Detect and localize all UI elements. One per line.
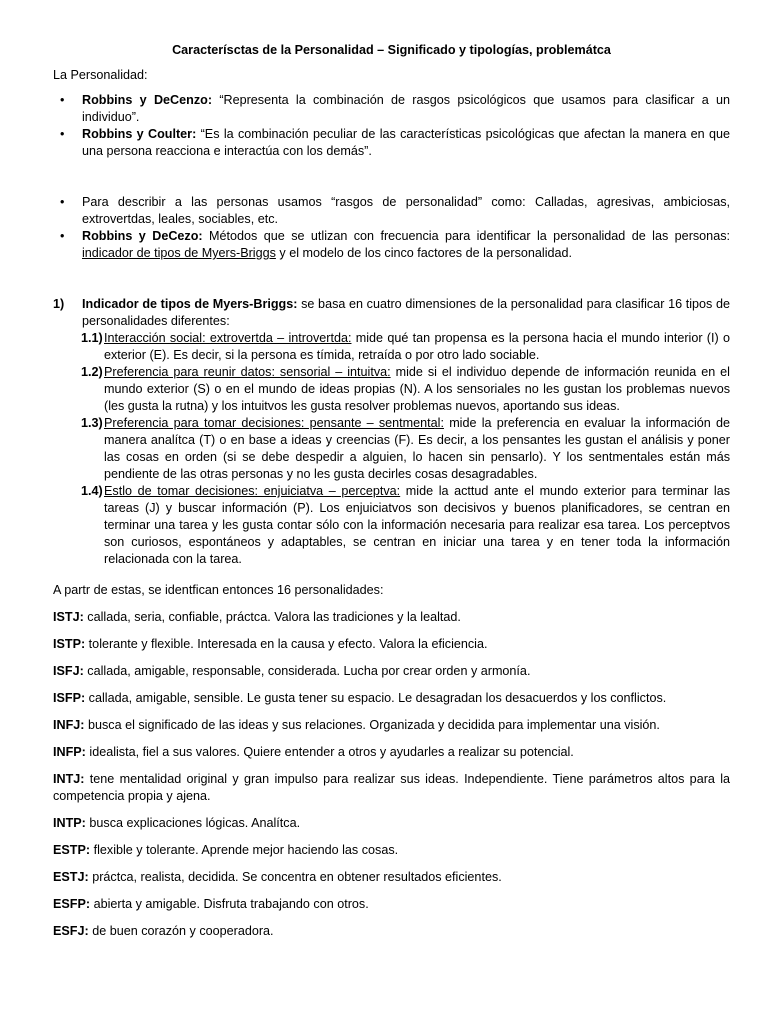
dimension-text: mide la acttud ante el mundo exterior para terminar las tareas (J) y buscar información (P). Los enjuiciatvos son decisivos y buenos planificadores, se centran en terminar una tarea y les gusta contar sólo con la información necesaria para realizar esa tarea. Los perceptvos son curiosos, espontáneos y adaptables, se centran en iniciar una tarea y en tener toda la información relacionada con la tarea. (104, 484, 731, 566)
dimension-number: 1.2) (81, 365, 103, 379)
type-code: ISFP: (53, 691, 86, 705)
dimension-title: Preferencia para reunir datos: sensorial – intuitva: (104, 365, 391, 379)
type-description: tolerante y flexible. Interesada en la causa y efecto. Valora la eficiencia. (85, 637, 488, 651)
dimension-item (53, 483, 730, 568)
author-name: Robbins y DeCenzo: (82, 93, 213, 107)
type-entry (53, 771, 730, 805)
type-entry (53, 869, 730, 886)
type-entry (53, 717, 730, 734)
type-code: ISFJ: (53, 664, 84, 678)
personality-types-list (53, 609, 730, 940)
type-entry (53, 663, 730, 680)
list-item (53, 194, 730, 228)
section-number: 1) (53, 297, 65, 311)
dimension-title: Preferencia para tomar decisiones: pensante – sentmental: (104, 416, 444, 430)
type-entry (53, 896, 730, 913)
traits-list (53, 194, 730, 262)
type-entry (53, 609, 730, 626)
type-entry (53, 923, 730, 940)
type-code: ESFJ: (53, 924, 89, 938)
types-intro: A partr de estas, se identfican entonces 16 personalidades: (53, 583, 384, 597)
dimension-number: 1.3) (81, 416, 103, 430)
type-description: busca explicaciones lógicas. Analítca. (85, 816, 301, 830)
myers-briggs-reference: indicador de tipos de Myers-Briggs (82, 246, 276, 260)
dimension-title: Estlo de tomar decisiones: enjuiciatva – perceptva: (104, 484, 401, 498)
type-description: práctca, realista, decidida. Se concentra en obtener resultados eficientes. (88, 870, 502, 884)
dimension-text: mide qué tan propensa es la persona hacia el mundo interior (I) o exterior (E). Es decir, si la persona es tímida, retraída o por otro lado sociable. (104, 331, 730, 362)
type-description: callada, seria, confiable, práctca. Valora las tradiciones y la lealtad. (83, 610, 461, 624)
list-item (53, 126, 730, 160)
methods-text-end: y el modelo de los cinco factores de la personalidad. (275, 246, 573, 260)
type-description: flexible y tolerante. Aprende mejor haciendo las cosas. (90, 843, 399, 857)
dimension-title: Interacción social: extrovertda – introvertda: (104, 331, 352, 345)
type-entry (53, 690, 730, 707)
document-title: Caracterísctas de la Personalidad – Significado y tipologías, problemátca (172, 43, 611, 57)
dimension-number: 1.1) (81, 331, 103, 345)
type-description: callada, amigable, responsable, considerada. Lucha por crear orden y armonía. (83, 664, 531, 678)
dimension-item (53, 364, 730, 415)
type-description: callada, amigable, sensible. Le gusta tener su espacio. Le desagradan los desacuerdos y los conflictos. (85, 691, 667, 705)
dimension-text: mide la preferencia en evaluar la información de manera analítca (T) o en base a ideas y creencias (F). Es decir, a los pensantes les gustan el análisis y poner las cosas en orden (si se debe despedir a alguien, lo hacen sin pensarlo). Y los sentmentales están más pendiente de las otras personas y no les gusta decirles cosas desagradables. (104, 416, 730, 481)
type-code: ESTJ: (53, 870, 89, 884)
dimension-item (53, 415, 730, 483)
section-text: se basa en cuatro dimensiones de la personalidad para clasificar 16 tipos de personalidades diferentes: (82, 297, 730, 328)
type-description: de buen corazón y cooperadora. (88, 924, 274, 938)
list-item (53, 92, 730, 126)
type-description: busca el significado de las ideas y sus relaciones. Organizada y decidida para implementar una visión. (84, 718, 660, 732)
section-heading: La Personalidad: (53, 68, 148, 82)
type-code: ISTP: (53, 637, 86, 651)
type-entry (53, 744, 730, 761)
section-lead: Indicador de tipos de Myers-Briggs: (82, 297, 298, 311)
definition-list (53, 92, 730, 160)
author-name: Robbins y Coulter: (82, 127, 197, 141)
type-description: abierta y amigable. Disfruta trabajando con otros. (90, 897, 369, 911)
type-code: INFJ: (53, 718, 85, 732)
list-item (53, 228, 730, 262)
traits-text: Para describir a las personas usamos “rasgos de personalidad” como: Calladas, agresivas, ambiciosas, extrovertdas, leales, sociables, etc. (82, 195, 730, 226)
type-entry (53, 636, 730, 653)
definition-text: “Representa la combinación de rasgos psicológicos que usamos para clasificar a un individuo”. (82, 93, 730, 124)
type-description: tene mentalidad original y gran impulso para realizar sus ideas. Independiente. Tiene parámetros altos para la competencia propia y ajena. (53, 772, 730, 803)
type-code: ISTJ: (53, 610, 84, 624)
dimension-number: 1.4) (81, 484, 103, 498)
definition-text: “Es la combinación peculiar de las características psicológicas que afectan la manera en que una persona reacciona e interactúa con los demás”. (82, 127, 730, 158)
type-code: INTJ: (53, 772, 85, 786)
dimension-item (53, 330, 730, 364)
type-entry (53, 842, 730, 859)
type-code: INTP: (53, 816, 86, 830)
dimension-text: mide si el individuo depende de información reunida en el mundo exterior (S) o en el mundo de ideas propias (N). A los sensoriales no les gustan los problemas nuevos (les gusta la rutna) y los intuitvos les gusta resolver problemas nuevos, aportando sus ideas. (104, 365, 730, 413)
myers-briggs-section (53, 296, 730, 330)
type-code: ESTP: (53, 843, 91, 857)
type-description: idealista, fiel a sus valores. Quiere entender a otros y ayudarles a realizar su potencial. (85, 745, 574, 759)
author-name: Robbins y DeCezo: (82, 229, 203, 243)
type-entry (53, 815, 730, 832)
type-code: INFP: (53, 745, 86, 759)
methods-text: Métodos que se utlizan con frecuencia para identificar la personalidad de las personas: (202, 229, 730, 243)
type-code: ESFP: (53, 897, 91, 911)
